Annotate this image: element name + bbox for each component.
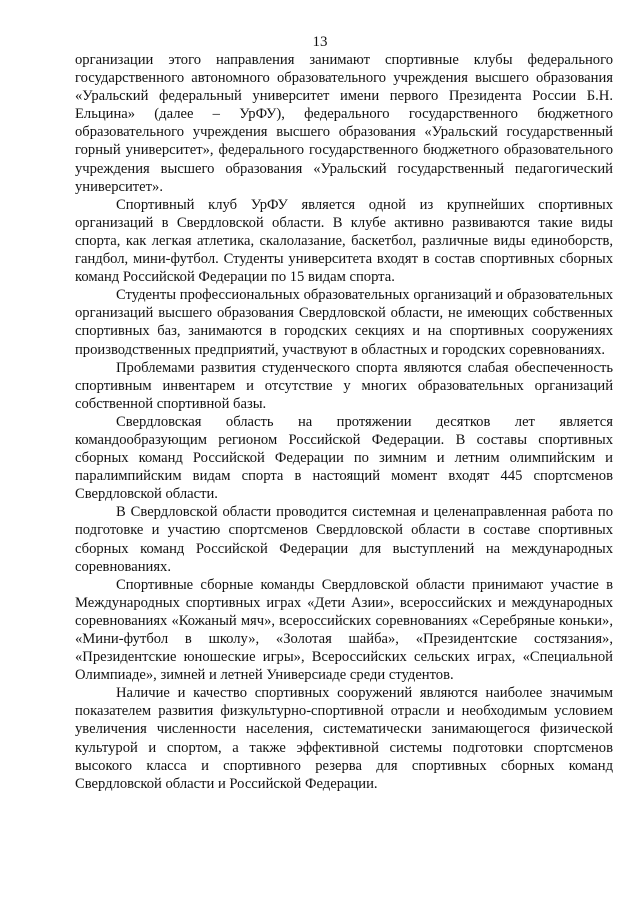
paragraph-urfu-sports-club: Спортивный клуб УрФУ является одной из крупнейших спортивных организаций в Свердловской области. В клубе активно развиваются такие виды спорта, как легкая атлетика, скалолазание, баскетбол, различные виды единоборств, гандбол, мини-футбол. Студенты университета входят в состав спортивных сборных команд Российской Федерации по 15 видам спорта. — [75, 196, 613, 286]
paragraph-team-forming-region: Свердловская область на протяжении десятков лет является командообразующим регионом Российской Федерации. В составы спортивных сборных команд Российской Федерации по зимним и летним олимпийским и паралимпийским видам спорта в настоящий момент входят 445 спортсменов Свердловской области. — [75, 413, 613, 503]
paragraph-students-city-sections: Студенты профессиональных образовательных организаций и образовательных организаций высшего образования Свердловской области, не имеющих собственных спортивных баз, занимаются в городских секциях и на спортивных сооружениях производственных предприятий, участвуют в областных и городских соревнованиях. — [75, 287, 613, 358]
paragraph-sports-facilities: Наличие и качество спортивных сооружений являются наиболее значимым показателем развития физкультурно-спортивной отрасли и необходимым условием увеличения численности населения, систематически занимающегося физической культурой и спортом, а также эффективной системы подготовки спортсменов высокого класса и спортивного резерва для спортивных сборных команд Свердловской области и Российской Федерации. — [75, 685, 613, 792]
paragraph-student-sport-problems: Проблемами развития студенческого спорта являются слабая обеспеченность спортивным инвентарем и отсутствие у многих образовательных организаций собственной спортивной базы. — [75, 359, 613, 412]
paragraph-competitions-participation: Спортивные сборные команды Свердловской области принимают участие в Международных спортивных играх «Дети Азии», всероссийских и международных соревнованиях «Кожаный мяч», всероссийских соревнованиях «Серебряные коньки», «Мини-футбол в школу», «Золотая шайба», «Президентские состязания», «Президентские юношеские игры», Всероссийских сельских играх, «Специальной Олимпиаде», зимней и летней Универсиаде среди студентов. — [75, 576, 613, 684]
paragraph-continuation: организации этого направления занимают спортивные клубы федерального государственного автономного образовательного учреждения высшего образования «Уральский федеральный университет имени первого Президента России Б.Н. Ельцина» (далее – УрФУ), федерального государственного бюджетного образовательного учреждения высшего образования «Уральский государственный горный университет», федерального государственного бюджетного образовательного учреждения высшего образования «Уральский государственный педагогический университет». — [75, 52, 613, 195]
page-number: 13 — [312, 34, 328, 50]
document-body — [75, 51, 613, 793]
paragraph-systematic-work: В Свердловской области проводится системная и целенаправленная работа по подготовке и участию спортсменов Свердловской области в составе спортивных сборных команд Российской Федерации для выступлений на международных соревнованиях. — [75, 504, 613, 575]
